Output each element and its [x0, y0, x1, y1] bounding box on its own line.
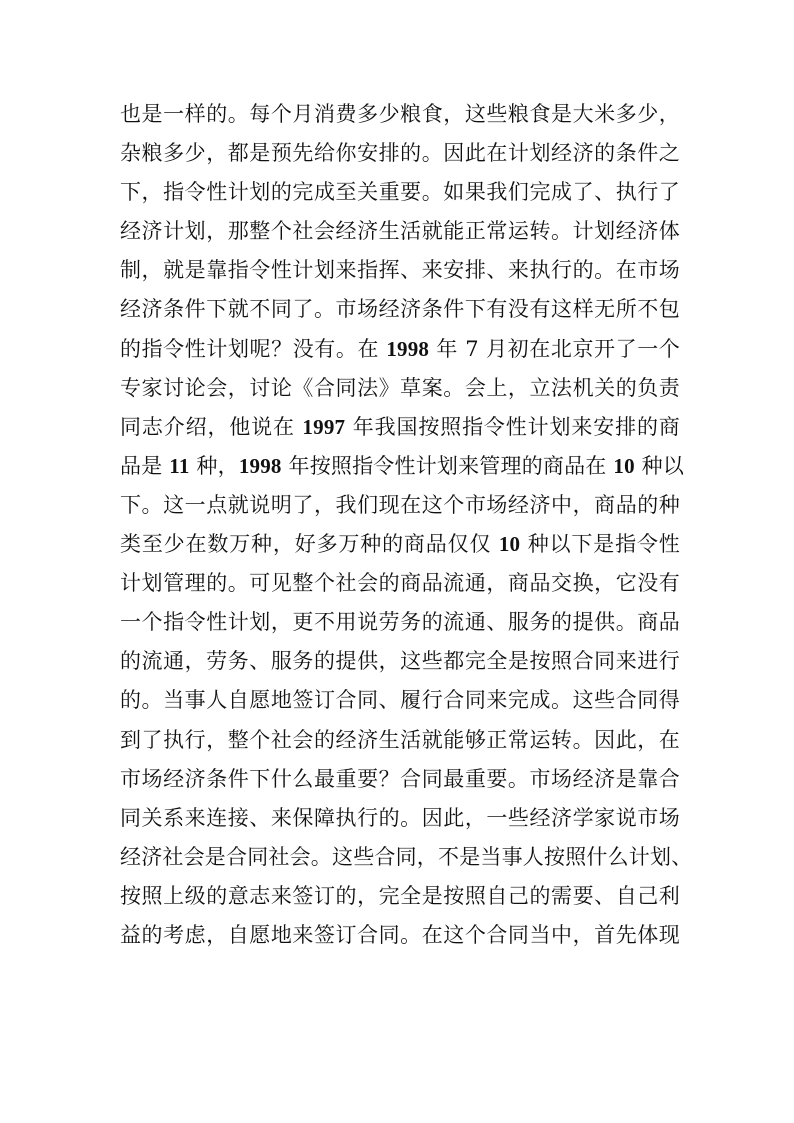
- text-line-11: 下。这一点就说明了，我们现在这个市场经济中，商品的种: [120, 492, 680, 517]
- text-line-2: 杂粮多少，都是预先给你安排的。因此在计划经济的条件之: [120, 141, 680, 166]
- text-line-19: 同关系来连接、来保障执行的。因此，一些经济学家说市场: [120, 805, 680, 830]
- year-or-count-number: 1998: [238, 453, 282, 478]
- text-line-22: 益的考虑，自愿地来签订合同。在这个合同当中，首先体现: [120, 922, 680, 947]
- text-line-15: 的流通，劳务、服务的提供，这些都完全是按照合同来进行: [120, 649, 680, 674]
- year-or-count-number: 10: [613, 453, 635, 478]
- text-line-16: 的。当事人自愿地签订合同、履行合同来完成。这些合同得: [120, 688, 680, 713]
- text-line-5: 制，就是靠指令性计划来指挥、来安排、来执行的。在市场: [120, 258, 680, 283]
- text-line-1: 也是一样的。每个月消费多少粮食，这些粮食是大米多少，: [120, 102, 680, 126]
- text-line-9: 同志介绍，他说在 1997 年我国按照指令性计划来安排的商: [120, 414, 681, 439]
- text-line-6: 经济条件下就不同了。市场经济条件下有没有这样无所不包: [120, 297, 680, 322]
- text-line-14: 一个指令性计划，更不用说劳务的流通、服务的提供。商品: [120, 610, 680, 635]
- text-line-21: 按照上级的意志来签订的，完全是按照自己的需要、自己利: [120, 883, 680, 908]
- body-paragraph: [120, 95, 693, 955]
- text-line-10: 品是 11 种，1998 年按照指令性计划来管理的商品在 10 种以: [120, 453, 685, 478]
- year-or-count-number: 1997: [302, 414, 346, 439]
- text-line-8: 专家讨论会，讨论《合同法》草案。会上，立法机关的负责: [120, 375, 680, 400]
- year-or-count-number: 1998: [386, 336, 430, 361]
- text-line-7: 的指令性计划呢？没有。在 1998 年 7 月初在北京开了一个: [120, 336, 680, 361]
- text-line-20: 经济社会是合同社会。这些合同，不是当事人按照什么计划、: [120, 844, 693, 869]
- text-line-18: 市场经济条件下什么最重要？合同最重要。市场经济是靠合: [120, 766, 680, 791]
- year-or-count-number: 10: [498, 532, 521, 557]
- text-line-12: 类至少在数万种，好多万种的商品仅仅 10 种以下是指令性: [120, 532, 680, 557]
- year-or-count-number: 11: [169, 453, 190, 478]
- text-line-13: 计划管理的。可见整个社会的商品流通，商品交换，它没有: [120, 571, 680, 596]
- text-line-3: 下，指令性计划的完成至关重要。如果我们完成了、执行了: [120, 180, 680, 205]
- text-line-4: 经济计划，那整个社会经济生活就能正常运转。计划经济体: [120, 219, 680, 244]
- text-line-17: 到了执行，整个社会的经济生活就能够正常运转。因此，在: [120, 727, 680, 752]
